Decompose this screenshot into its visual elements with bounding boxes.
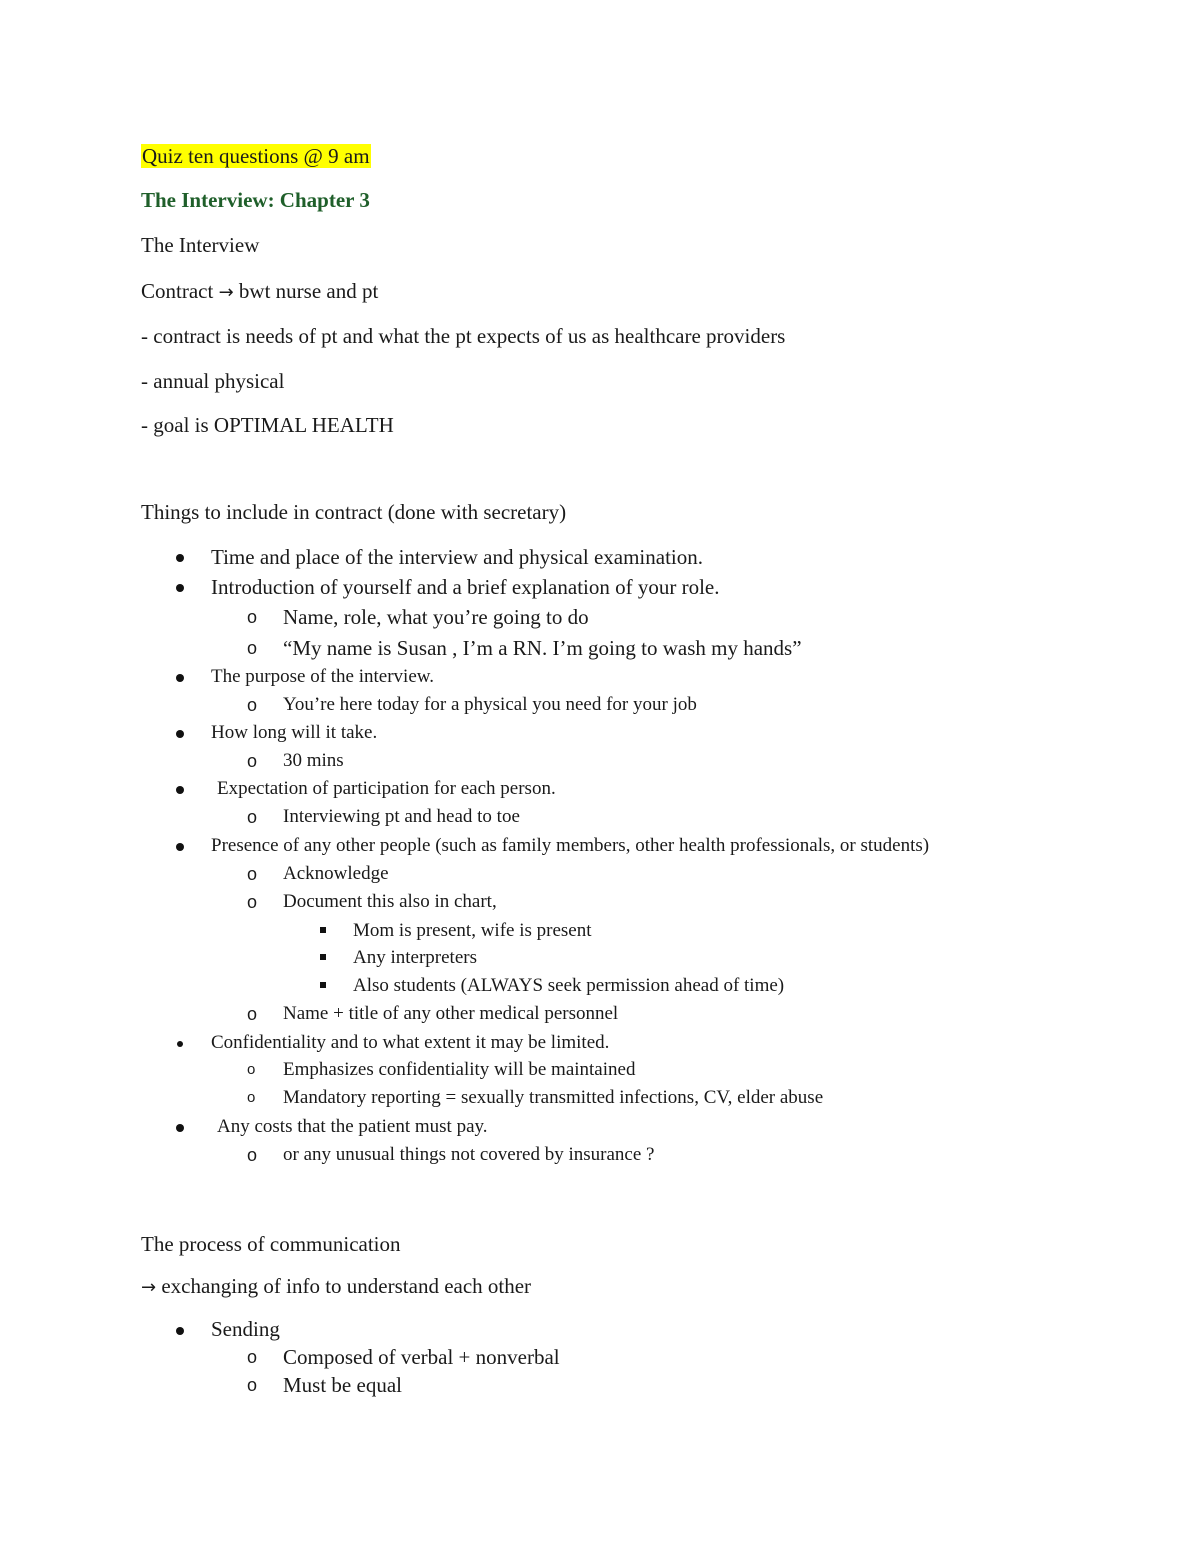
- sub-list-item-text: 30 mins: [283, 750, 344, 771]
- square-bullet-icon: [320, 982, 326, 988]
- section-title-interview: The Interview: [141, 233, 260, 257]
- list-item-text: Sending: [211, 1317, 280, 1341]
- circle-bullet-icon: o: [247, 1061, 256, 1078]
- square-bullet-icon: [320, 927, 326, 933]
- communication-definition: [141, 1273, 531, 1301]
- list-item-text: Confidentiality and to what extent it may be limited.: [211, 1032, 610, 1053]
- quiz-note-highlight: Quiz ten questions @ 9 am: [142, 144, 370, 168]
- annual-physical-line: - annual physical: [141, 369, 285, 393]
- sub-list-item-text: Name + title of any other medical personnel: [283, 1003, 619, 1024]
- chapter-title: The Interview: Chapter 3: [141, 188, 370, 212]
- bullet-icon: [176, 730, 184, 738]
- circle-bullet-icon: o: [247, 864, 258, 884]
- contract-needs-line: - contract is needs of pt and what the pt expects of us as healthcare providers: [141, 324, 786, 348]
- bullet-icon: [176, 786, 184, 794]
- list-item-text: Expectation of participation for each person.: [217, 778, 556, 799]
- circle-bullet-icon: o: [247, 1347, 258, 1367]
- definition-text: exchanging of info to understand each other: [161, 1274, 532, 1298]
- bullet-icon: [176, 554, 184, 562]
- sub-sub-list-item-text: Mom is present, wife is present: [353, 920, 592, 941]
- bullet-icon: [176, 1124, 184, 1132]
- contract-line: [141, 278, 378, 306]
- section-title-communication: The process of communication: [141, 1232, 401, 1256]
- sub-list-item-text: You’re here today for a physical you need for your job: [283, 694, 697, 715]
- arrow-right-icon: →: [218, 282, 234, 303]
- circle-bullet-icon: o: [247, 607, 258, 627]
- list-item-text: How long will it take.: [211, 722, 378, 743]
- arrow-right-icon: →: [141, 1277, 157, 1298]
- sub-list-item-text: Acknowledge: [283, 863, 389, 884]
- list-item-text: Time and place of the interview and physical examination.: [211, 545, 704, 569]
- sub-list-item-text: Emphasizes confidentiality will be maintained: [283, 1059, 636, 1080]
- circle-bullet-icon: o: [247, 1375, 258, 1395]
- sub-list-item-text: or any unusual things not covered by insurance ?: [283, 1144, 655, 1165]
- list-item-text: Introduction of yourself and a brief explanation of your role.: [211, 575, 720, 599]
- bullet-icon: [176, 584, 184, 592]
- circle-bullet-icon: o: [247, 695, 258, 715]
- contract-rest: bwt nurse and pt: [238, 279, 379, 303]
- quiz-note: [141, 143, 371, 169]
- sub-sub-list-item-text: Also students (ALWAYS seek permission ahead of time): [353, 975, 785, 996]
- sub-list-item-text: Interviewing pt and head to toe: [283, 806, 520, 827]
- sub-list-item-text: Name, role, what you’re going to do: [283, 605, 589, 629]
- circle-bullet-icon: o: [247, 638, 258, 658]
- sub-list-item-text: Document this also in chart,: [283, 891, 497, 912]
- bullet-icon: [176, 843, 184, 851]
- sub-list-item-text: “My name is Susan , I’m a RN. I’m going to wash my hands”: [283, 636, 802, 660]
- circle-bullet-icon: o: [247, 751, 258, 771]
- sub-list-item-text: Composed of verbal + nonverbal: [283, 1345, 560, 1369]
- sub-sub-list-item-text: Any interpreters: [353, 947, 477, 968]
- list-item-text: Any costs that the patient must pay.: [217, 1116, 488, 1137]
- bullet-icon: [176, 1327, 184, 1335]
- sub-list-item-text: Must be equal: [283, 1373, 402, 1397]
- circle-bullet-icon: o: [247, 1004, 258, 1024]
- list-item-text: The purpose of the interview.: [211, 666, 434, 687]
- circle-bullet-icon: o: [247, 892, 258, 912]
- contract-label: Contract: [141, 279, 214, 303]
- circle-bullet-icon: o: [247, 807, 258, 827]
- bullet-icon: [177, 1041, 183, 1047]
- bullet-icon: [176, 674, 184, 682]
- list-item-text: Presence of any other people (such as family members, other health professionals, or students): [211, 835, 930, 856]
- square-bullet-icon: [320, 954, 326, 960]
- section-title-contract: Things to include in contract (done with secretary): [141, 500, 567, 524]
- goal-line: - goal is OPTIMAL HEALTH: [141, 413, 394, 437]
- circle-bullet-icon: o: [247, 1089, 256, 1106]
- sub-list-item-text: Mandatory reporting = sexually transmitted infections, CV, elder abuse: [283, 1087, 824, 1108]
- circle-bullet-icon: o: [247, 1145, 258, 1165]
